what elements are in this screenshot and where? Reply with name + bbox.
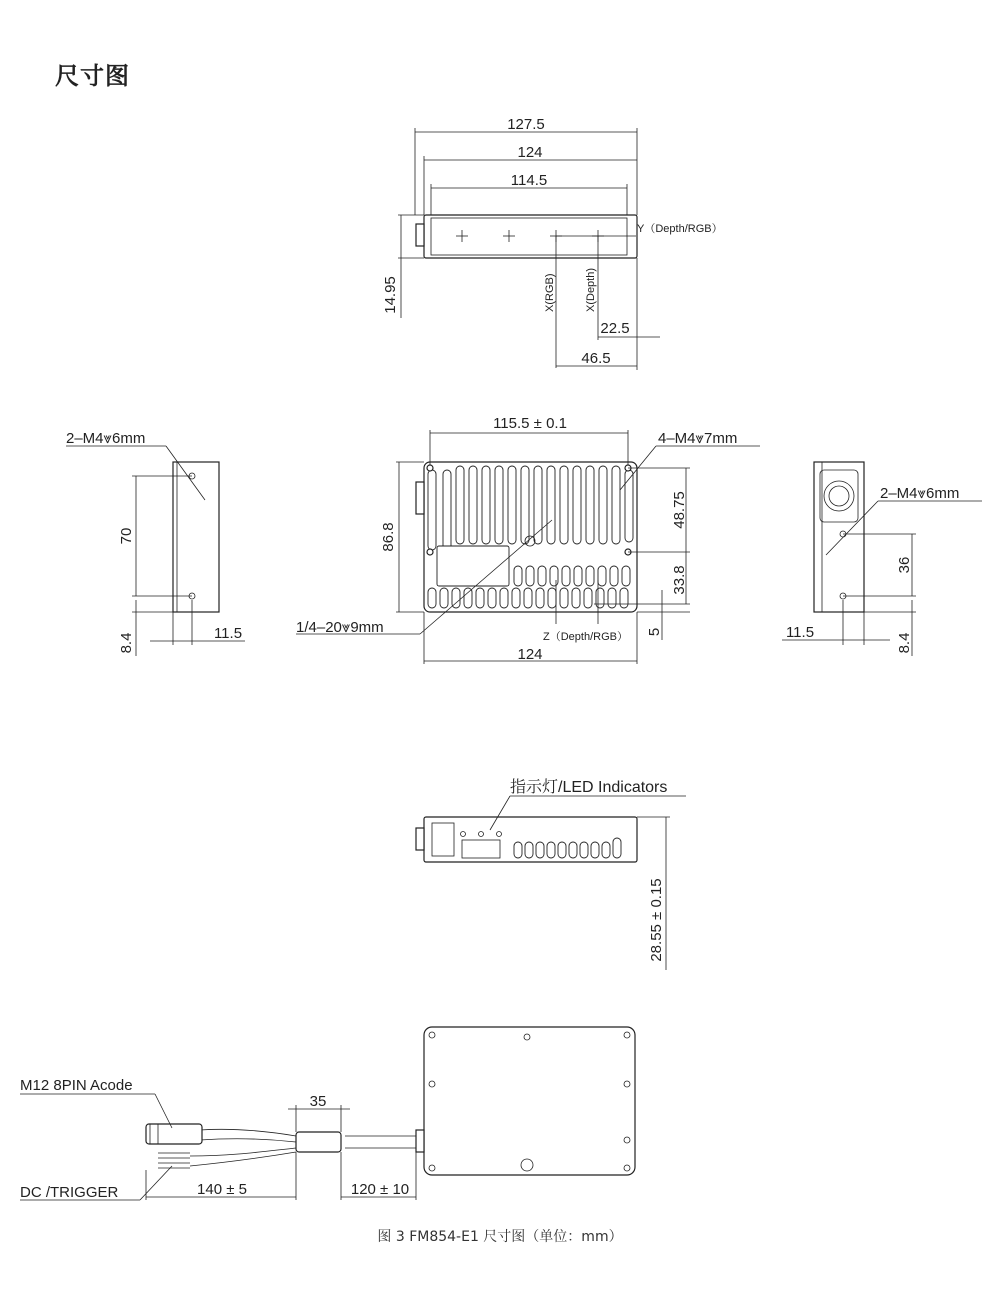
dim-46-5: 46.5 — [581, 350, 611, 367]
dim-11-5-right: 11.5 — [785, 624, 815, 641]
right-view — [782, 462, 982, 656]
label-m12: M12 8PIN Acode — [20, 1077, 133, 1094]
dim-114-5: 114.5 — [510, 172, 548, 189]
label-holes-front: 4–M4⩔7mm — [658, 430, 738, 447]
top-view — [382, 116, 723, 370]
label-tripod: 1/4–20⩔9mm — [296, 619, 384, 636]
label-y-axis: Y（Depth/RGB） — [637, 223, 723, 235]
dim-70: 70 — [118, 527, 135, 545]
cable-view — [20, 1027, 635, 1201]
dim-36: 36 — [896, 556, 913, 574]
dim-14-95: 14.95 — [382, 276, 399, 314]
dim-8-4-right: 8.4 — [896, 632, 913, 654]
dim-120: 120 ± 10 — [350, 1181, 410, 1198]
label-holes-right: 2–M4⩔6mm — [880, 485, 960, 502]
label-indicators: 指示灯/LED Indicators — [510, 779, 668, 796]
label-z-axis: Z（Depth/RGB） — [543, 631, 628, 643]
left-view — [66, 430, 245, 656]
dim-48-75: 48.75 — [671, 491, 688, 529]
dim-127-5: 127.5 — [507, 116, 545, 133]
figure-caption: 图 3 FM854-E1 尺寸图（单位：mm） — [377, 1229, 623, 1245]
dim-33-8: 33.8 — [671, 565, 688, 595]
front-view — [296, 415, 760, 664]
dim-35: 35 — [309, 1093, 327, 1110]
dim-124-front: 124 — [517, 646, 543, 663]
dim-5: 5 — [646, 627, 663, 637]
dim-115-5: 115.5 ± 0.1 — [493, 415, 567, 432]
label-x-rgb: X(RGB) — [544, 273, 556, 312]
page-title: 尺寸图 — [55, 62, 130, 90]
label-x-depth: X(Depth) — [585, 267, 597, 312]
bottom-view — [416, 778, 686, 970]
dim-140: 140 ± 5 — [197, 1181, 247, 1198]
dim-124-top: 124 — [517, 144, 543, 161]
dim-28-55: 28.55 ± 0.15 — [648, 878, 665, 962]
dim-11-5-left: 11.5 — [213, 625, 243, 642]
label-holes-left: 2–M4⩔6mm — [66, 430, 146, 447]
dim-8-4-left: 8.4 — [118, 632, 135, 654]
dim-86-8: 86.8 — [380, 522, 397, 552]
label-dc-trigger: DC /TRIGGER — [20, 1184, 119, 1201]
dim-22-5: 22.5 — [600, 320, 630, 337]
